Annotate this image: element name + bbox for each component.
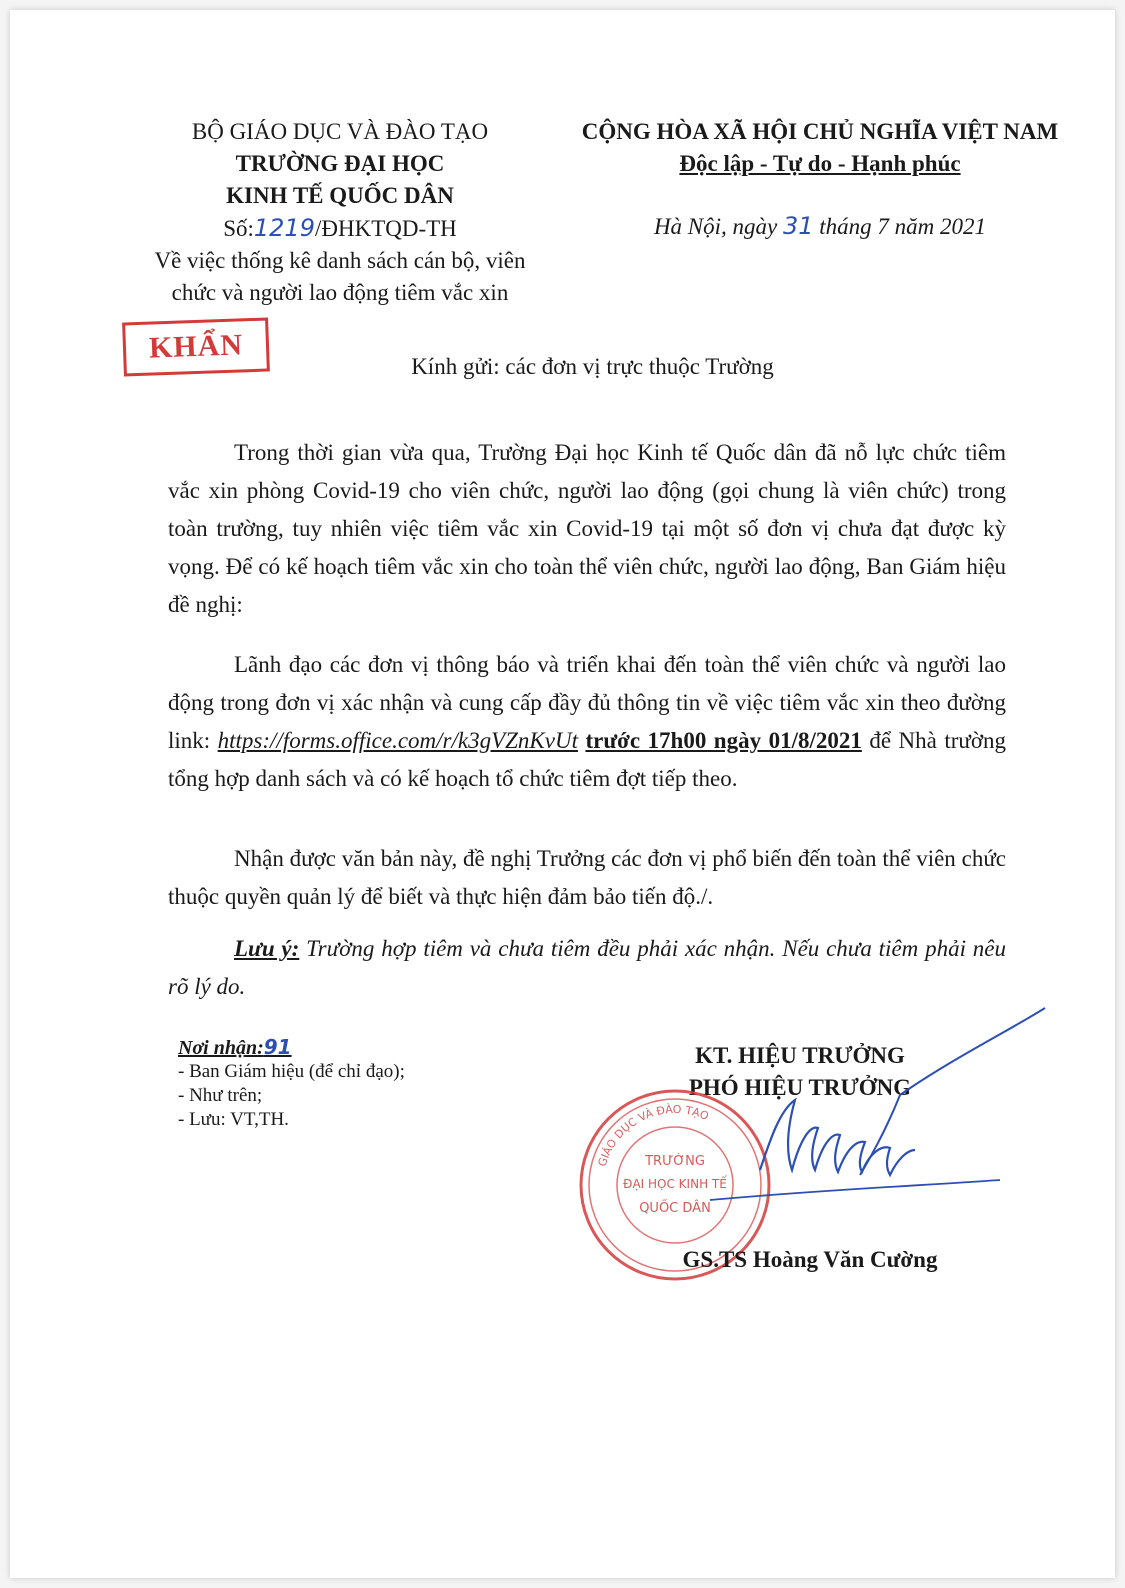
recipient-item: - Như trên; [178,1085,263,1106]
document-page [10,10,1115,1578]
date-prefix: Hà Nội, ngày [653,214,778,239]
issue-date [550,210,1090,243]
subject-line2: chức và người lao động tiêm vắc xin [171,280,509,305]
seal-inner-line1: TRƯỜNG [645,1154,705,1169]
ministry-name: BỘ GIÁO DỤC VÀ ĐÀO TẠO [191,119,489,144]
header-left [130,116,550,309]
deadline: trước 17h00 ngày 01/8/2021 [585,728,862,753]
national-motto: Độc lập - Tự do - Hạnh phúc [679,151,961,176]
date-suffix: tháng 7 năm 2021 [819,214,987,239]
note-paragraph [168,930,1006,1006]
number-handwritten: 1219 [253,214,315,242]
note-text: Trường hợp tiêm và chưa tiêm đều phải xác nhận. Nếu chưa tiêm phải nêu rõ lý do. [168,936,1006,999]
form-link[interactable]: https://forms.office.com/r/k3gVZnKvUt [217,728,578,753]
school-name-line2: KINH TẾ QUỐC DÂN [226,183,454,208]
note-label: Lưu ý: [234,936,300,961]
recipients-title: Nơi nhận:91 [178,1035,292,1059]
para2-start: Lãnh đạo các đơn vị thông báo và triển khai đến toàn thể viên chức và người lao động trong đơn vị xác nhận và cung cấp đầy đủ thông tin về việc tiêm vắc xin theo đường link: [168,652,1006,753]
recipient-item: - Ban Giám hiệu (để chỉ đạo); [178,1061,405,1082]
header-right [550,116,1090,243]
number-prefix: Số: [223,216,254,241]
seal-inner-line3: QUỐC DÂN [639,1201,711,1216]
seal-outer-text: GIÁO DỤC VÀ ĐÀO TẠO [595,1102,711,1169]
recipients-handwritten-mark: 91 [263,1035,292,1059]
subject-line1: Về việc thống kê danh sách cán bộ, viên [154,248,526,273]
signer-name: GS.TS Hoàng Văn Cường [682,1247,938,1272]
date-day-handwritten: 31 [783,212,814,240]
body-paragraph-3: Nhận được văn bản này, đề nghị Trưởng các đơn vị phổ biến đến toàn thể viên chức thuộc quyền quản lý để biết và thực hiện đảm bảo tiến độ./. [168,846,1006,909]
urgent-stamp: KHẨN [122,317,270,376]
number-suffix: /ĐHKTQD-TH [314,216,457,241]
signature-title-line1: KT. HIỆU TRƯỞNG [695,1043,905,1068]
seal-inner-line2: ĐẠI HỌC KINH TẾ [623,1177,727,1191]
signature-title-line2: PHÓ HIỆU TRƯỞNG [688,1075,912,1100]
nation-name: CỘNG HÒA XÃ HỘI CHỦ NGHĨA VIỆT NAM [581,119,1059,144]
signature-scribble [700,1000,1050,1240]
recipients-block [178,1035,405,1132]
recipient-item: - Lưu: VT,TH. [178,1109,289,1130]
body-paragraph-1: Trong thời gian vừa qua, Trường Đại học Kinh tế Quốc dân đã nỗ lực chức tiêm vắc xin phòng Covid-19 cho viên chức, người lao động (gọi chung là viên chức) trong toàn trường, tuy nhiên việc tiêm vắc xin Covid-19 tại một số đơn vị chưa đạt được kỳ vọng. Để có kế hoạch tiêm vắc xin cho toàn thể viên chức, người lao động, Ban Giám hiệu đề nghị: [168,440,1006,617]
document-number [130,212,550,245]
school-name-line1: TRƯỜNG ĐẠI HỌC [235,151,445,176]
recipient-line: Kính gửi: các đơn vị trực thuộc Trường [411,354,774,379]
body-paragraph-2 [168,646,1006,798]
para2-end: để Nhà trường tổng hợp danh sách và có kế hoạch tổ chức tiêm đợt tiếp theo. [168,728,1007,791]
